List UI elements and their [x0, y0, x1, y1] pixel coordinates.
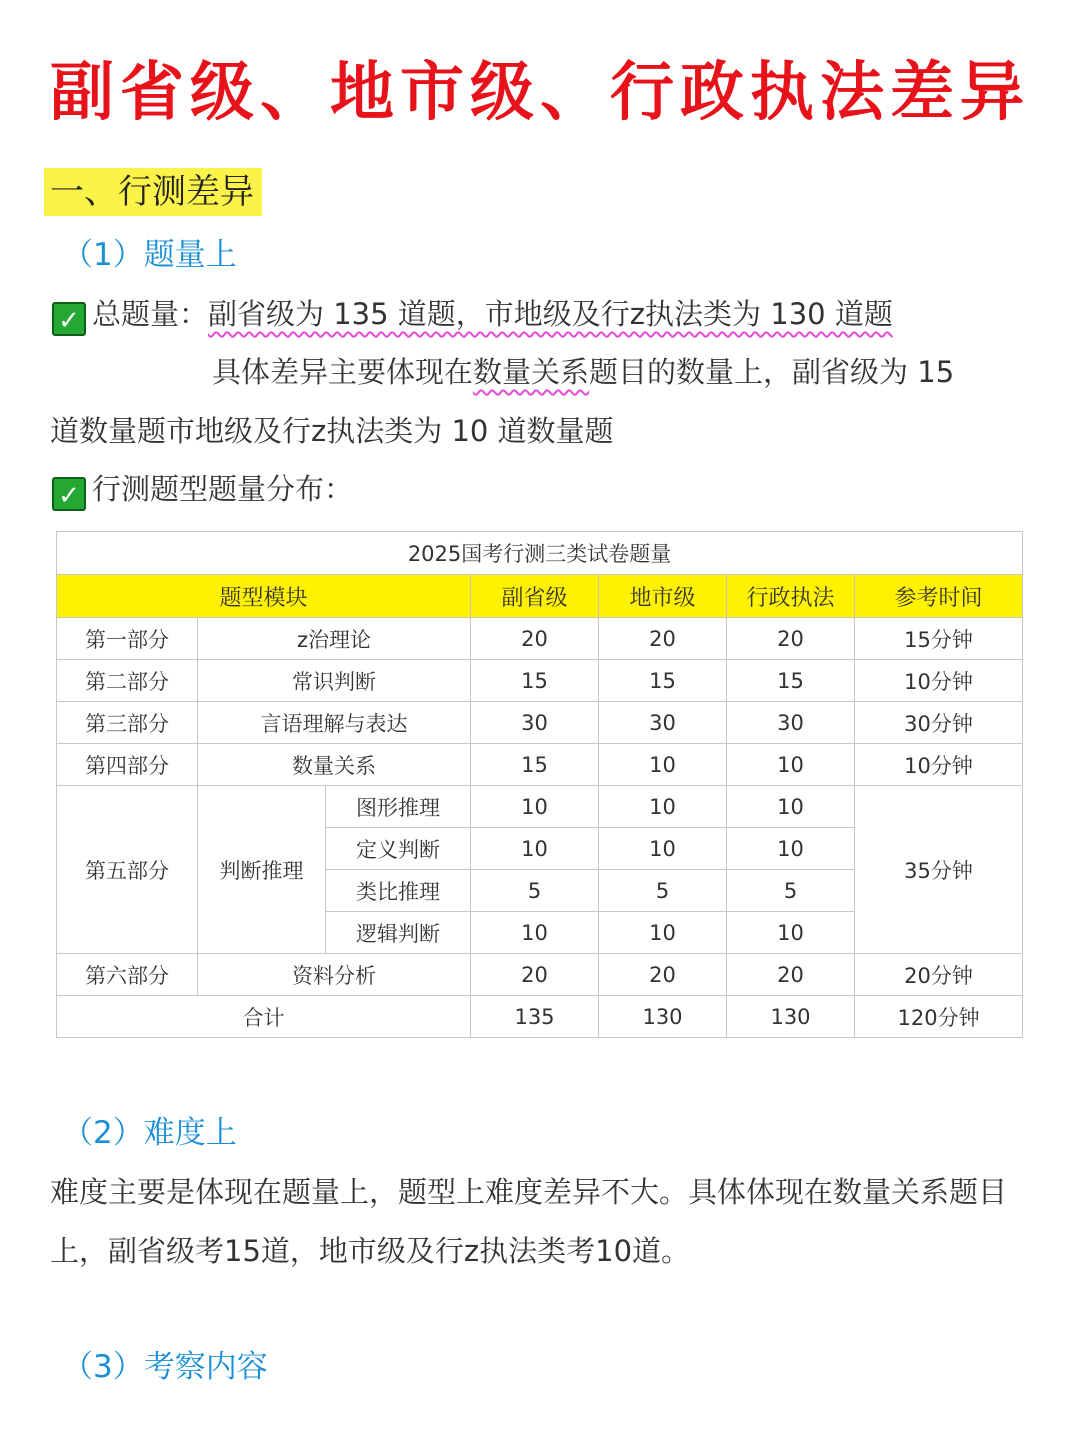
part-cell: 第三部分: [57, 702, 198, 744]
part-cell: 第五部分: [57, 786, 198, 954]
value-cell: 10: [727, 744, 855, 786]
value-cell: 10: [599, 786, 727, 828]
value-cell: 20: [471, 618, 599, 660]
table-caption: 2025国考行测三类试卷题量: [57, 532, 1023, 575]
time-cell: 15分钟: [855, 618, 1023, 660]
subheading-quantity: （1）题量上: [62, 237, 237, 273]
value-cell: 10: [471, 786, 599, 828]
total-questions-line: [52, 292, 893, 336]
check-icon: ✓: [52, 302, 86, 336]
time-cell: 10分钟: [855, 660, 1023, 702]
subheading-content: （3）考察内容: [62, 1349, 268, 1385]
value-cell: 30: [471, 702, 599, 744]
value-cell: 10: [471, 828, 599, 870]
check-icon: ✓: [52, 477, 86, 511]
section-heading: 一、行测差异: [44, 168, 262, 216]
table-row: [57, 954, 1023, 996]
part-cell: 第六部分: [57, 954, 198, 996]
col-header-time: 参考时间: [855, 575, 1023, 618]
subheading-difficulty: （2）难度上: [62, 1115, 237, 1151]
detail-text-post: 题目的数量上，副省级为 15: [589, 355, 955, 389]
total-text: 副省级为 135 道题，市地级及行z执法类为 130 道题: [208, 297, 893, 331]
module-cell: 定义判断: [326, 828, 471, 870]
value-cell: 5: [471, 870, 599, 912]
part-cell: 第一部分: [57, 618, 198, 660]
value-cell: 20: [727, 618, 855, 660]
difficulty-paragraph: 难度主要是体现在题量上，题型上难度差异不大。具体体现在数量关系题目上，副省级考15道，地市级及行z执法类考10道。: [50, 1175, 1008, 1268]
total-label: 总题量：: [92, 297, 209, 331]
detail-text-highlight: 数量关系: [473, 355, 590, 389]
value-cell: 130: [727, 996, 855, 1038]
module-cell: 言语理解与表达: [198, 702, 471, 744]
value-cell: 20: [471, 954, 599, 996]
value-cell: 10: [471, 912, 599, 954]
col-header-law-enforcement: 行政执法: [727, 575, 855, 618]
value-cell: 15: [471, 660, 599, 702]
part-cell: 第二部分: [57, 660, 198, 702]
value-cell: 5: [599, 870, 727, 912]
table-row: [57, 702, 1023, 744]
distribution-line: [52, 467, 353, 511]
module-cell: 数量关系: [198, 744, 471, 786]
part-cell: 第四部分: [57, 744, 198, 786]
value-cell: 10: [599, 912, 727, 954]
value-cell: 10: [599, 744, 727, 786]
time-cell: 10分钟: [855, 744, 1023, 786]
value-cell: 135: [471, 996, 599, 1038]
value-cell: 20: [599, 954, 727, 996]
table-row: [57, 660, 1023, 702]
detail-line-2: 道数量题市地级及行z执法类为 10 道数量题: [50, 414, 614, 448]
module-cell: z治理论: [198, 618, 471, 660]
value-cell: 20: [727, 954, 855, 996]
page-title: 副省级、地市级、行政执法差异: [50, 56, 1030, 130]
table-row: [57, 618, 1023, 660]
value-cell: 10: [727, 828, 855, 870]
value-cell: 130: [599, 996, 727, 1038]
module-cell: 资料分析: [198, 954, 471, 996]
value-cell: 5: [727, 870, 855, 912]
time-cell: 20分钟: [855, 954, 1023, 996]
value-cell: 20: [599, 618, 727, 660]
module-cell: 图形推理: [326, 786, 471, 828]
table-total-row: [57, 996, 1023, 1038]
group-cell: 判断推理: [198, 786, 326, 954]
detail-text-pre: 具体差异主要体现在: [212, 355, 474, 389]
value-cell: 30: [727, 702, 855, 744]
col-header-sub-provincial: 副省级: [471, 575, 599, 618]
value-cell: 15: [727, 660, 855, 702]
module-cell: 常识判断: [198, 660, 471, 702]
col-header-module: 题型模块: [57, 575, 471, 618]
time-cell: 35分钟: [855, 786, 1023, 954]
time-cell: 120分钟: [855, 996, 1023, 1038]
time-cell: 30分钟: [855, 702, 1023, 744]
value-cell: 15: [599, 660, 727, 702]
value-cell: 10: [599, 828, 727, 870]
distribution-label: 行测题型题量分布：: [92, 472, 354, 506]
col-header-prefecture: 地市级: [599, 575, 727, 618]
module-cell: 逻辑判断: [326, 912, 471, 954]
detail-line-1: [212, 350, 954, 394]
total-label-cell: 合计: [57, 996, 471, 1038]
value-cell: 10: [727, 912, 855, 954]
value-cell: 10: [727, 786, 855, 828]
table-row: [57, 744, 1023, 786]
value-cell: 30: [599, 702, 727, 744]
module-cell: 类比推理: [326, 870, 471, 912]
question-distribution-table: [56, 531, 1022, 1038]
value-cell: 15: [471, 744, 599, 786]
table-row: [57, 786, 1023, 828]
